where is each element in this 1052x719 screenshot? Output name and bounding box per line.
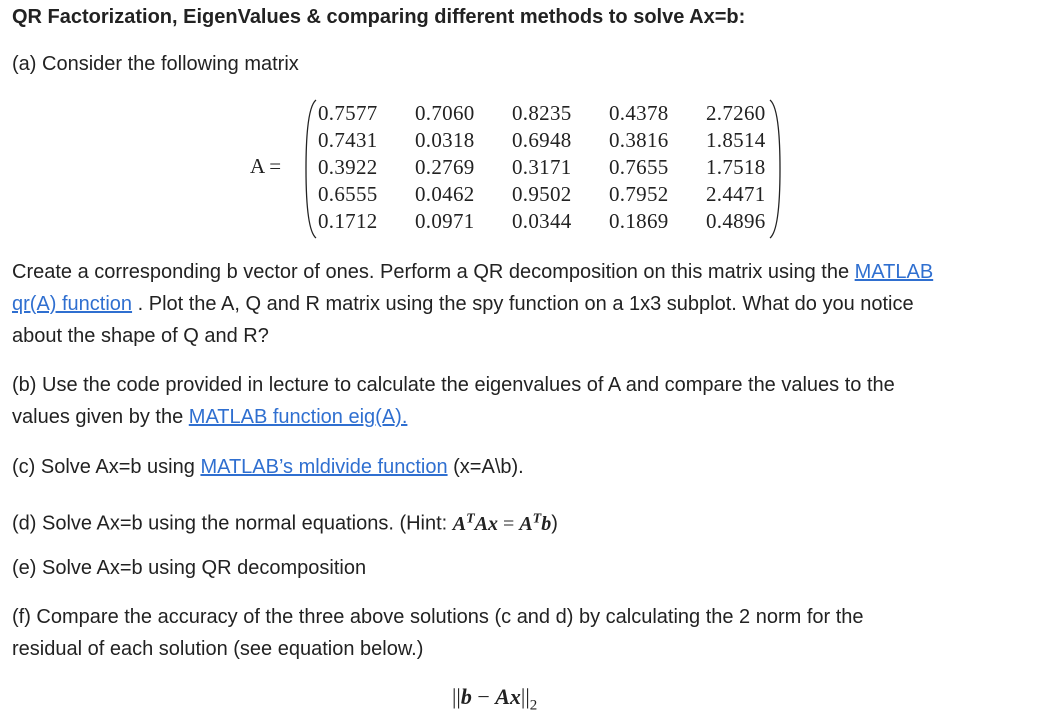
matrix-cell: 0.3171 bbox=[512, 155, 572, 179]
instructions-paragraph bbox=[12, 256, 1042, 352]
matrix-cell: 0.7060 bbox=[415, 101, 475, 125]
part-b bbox=[12, 369, 1042, 433]
matrix-cell: 0.1869 bbox=[609, 209, 669, 233]
matrix-cell: 0.0462 bbox=[415, 182, 475, 206]
matrix-row bbox=[318, 181, 786, 208]
matlab-eig-link[interactable]: MATLAB function eig(A). bbox=[188, 406, 408, 428]
part-b-line bbox=[12, 401, 1042, 433]
paragraph-line bbox=[12, 256, 1042, 288]
part-d-suffix: ) bbox=[551, 512, 558, 535]
matrix-cell: 0.3816 bbox=[609, 128, 669, 152]
matrix-cell: 0.3922 bbox=[318, 155, 378, 179]
right-paren-icon bbox=[768, 98, 782, 240]
paragraph-line bbox=[12, 288, 1042, 320]
part-f bbox=[12, 601, 1042, 665]
matrix-label: A = bbox=[250, 154, 282, 178]
matrix-cell: 0.7655 bbox=[609, 155, 669, 179]
matrix-cell: 0.6948 bbox=[512, 128, 572, 152]
paragraph-text: Create a corresponding b vector of ones. Perform a QR decomposition on this matrix using the bbox=[12, 261, 855, 283]
mldivide-link[interactable]: MATLAB’s mldivide function bbox=[200, 456, 448, 478]
part-c-prefix: (c) Solve Ax=b using bbox=[12, 456, 201, 478]
matrix-row bbox=[318, 100, 786, 127]
matrix-cell: 2.4471 bbox=[706, 182, 766, 206]
part-f-line: (f) Compare the accuracy of the three above solutions (c and d) by calculating the 2 norm for the bbox=[12, 606, 864, 628]
matrix-cell: 0.9502 bbox=[512, 182, 572, 206]
residual-norm-equation: $||b - Ax||_2$ bbox=[452, 684, 538, 714]
matrix-row bbox=[318, 154, 786, 181]
matrix-cell: 0.7577 bbox=[318, 101, 378, 125]
part-f-line: residual of each solution (see equation below.) bbox=[12, 638, 424, 660]
matrix-cell: 0.0971 bbox=[415, 209, 475, 233]
part-c bbox=[12, 451, 1042, 483]
qr-function-link[interactable]: qr(A) function bbox=[12, 293, 133, 315]
matrix-row bbox=[318, 127, 786, 154]
part-d-prefix: (d) Solve Ax=b using the normal equations. (Hint: bbox=[12, 512, 453, 535]
matrix-cell: 0.7431 bbox=[318, 128, 378, 152]
matrix-cell: 2.7260 bbox=[706, 101, 766, 125]
part-a-label: (a) Consider the following matrix bbox=[12, 53, 299, 75]
part-b-text: values given by the bbox=[12, 406, 189, 428]
part-c-suffix: (x=A\b). bbox=[447, 456, 524, 478]
matrix-grid bbox=[318, 100, 786, 235]
part-b-line: (b) Use the code provided in lecture to calculate the eigenvalues of A and compare the values to the bbox=[12, 374, 895, 396]
matrix-cell: 1.8514 bbox=[706, 128, 766, 152]
matlab-qr-link[interactable]: MATLAB bbox=[854, 261, 934, 283]
matrix-cell: 0.4896 bbox=[706, 209, 766, 233]
matrix-cell: 0.4378 bbox=[609, 101, 669, 125]
matrix-cell: 1.7518 bbox=[706, 155, 766, 179]
matrix-cell: 0.2769 bbox=[415, 155, 475, 179]
matrix-cell: 0.6555 bbox=[318, 182, 378, 206]
page-title: QR Factorization, EigenValues & comparing different methods to solve Ax=b: bbox=[12, 6, 746, 28]
paragraph-text: . Plot the A, Q and R matrix using the spy function on a 1x3 subplot. What do you notice bbox=[132, 293, 914, 315]
matrix-row bbox=[318, 208, 786, 235]
matrix-cell: 0.8235 bbox=[512, 101, 572, 125]
matrix-cell: 0.0318 bbox=[415, 128, 475, 152]
left-paren-icon bbox=[304, 98, 318, 240]
matrix-cell: 0.1712 bbox=[318, 209, 378, 233]
matrix-cell: 0.0344 bbox=[512, 209, 572, 233]
part-e: (e) Solve Ax=b using QR decomposition bbox=[12, 557, 367, 579]
part-d bbox=[12, 503, 1042, 540]
normal-equation: $A^TAx = A^Tb$ bbox=[452, 511, 552, 535]
paragraph-line: about the shape of Q and R? bbox=[12, 325, 269, 347]
matrix-cell: 0.7952 bbox=[609, 182, 669, 206]
